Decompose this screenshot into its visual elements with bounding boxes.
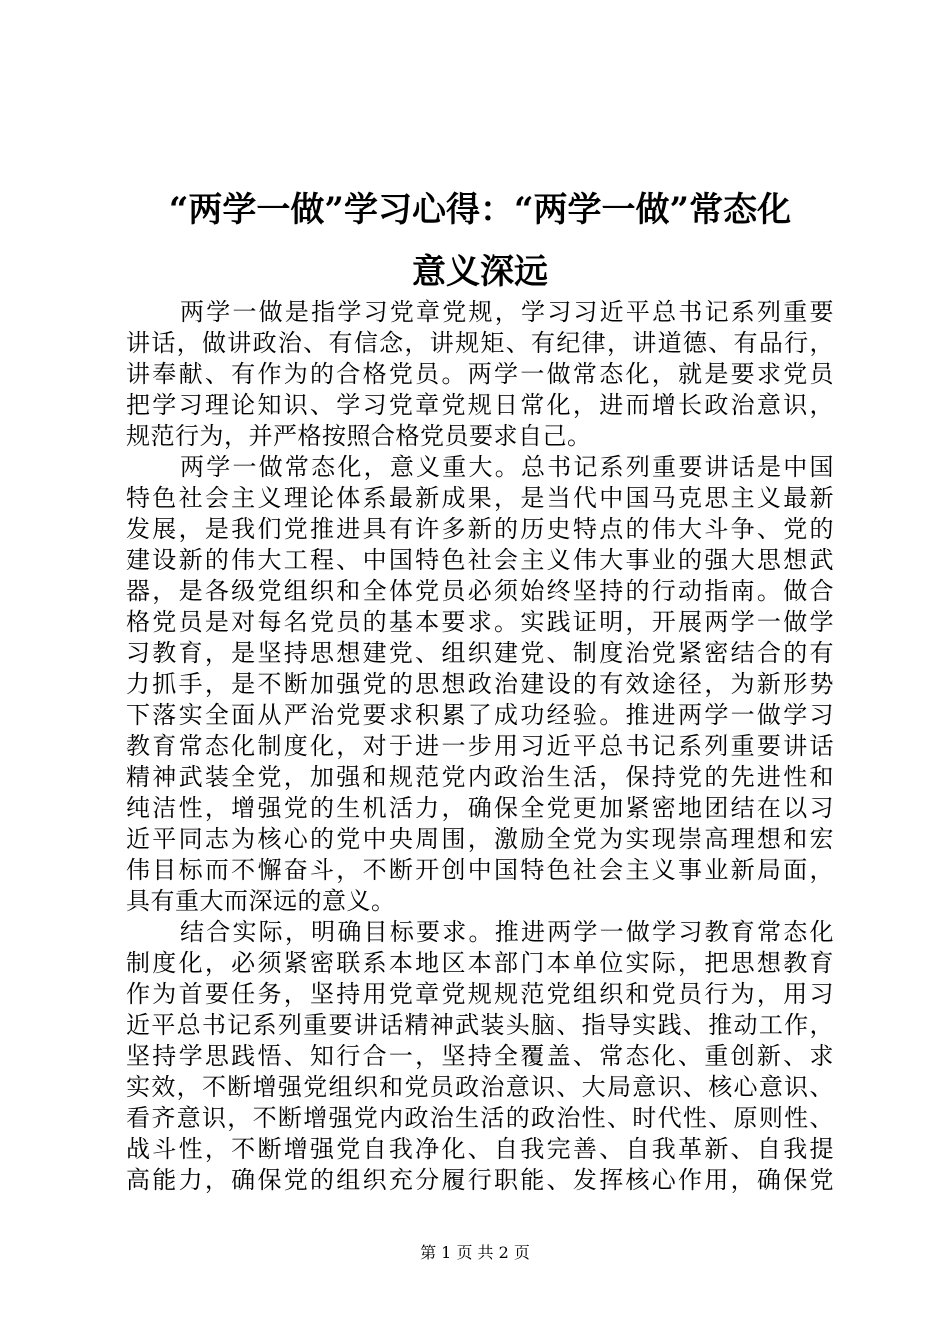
text-line: 讲话，做讲政治、有信念，讲规矩、有纪律，讲道德、有品行， — [126, 329, 834, 357]
text-line: 结合实际，明确目标要求。推进两学一做学习教育常态化 — [180, 918, 834, 946]
text-line: 两学一做常态化，意义重大。总书记系列重要讲话是中国 — [180, 453, 834, 481]
text-line: 发展，是我们党推进具有许多新的历史特点的伟大斗争、党的 — [126, 515, 834, 543]
text-line: 伟目标而不懈奋斗，不断开创中国特色社会主义事业新局面， — [126, 856, 834, 884]
text-line: 器，是各级党组织和全体党员必须始终坚持的行动指南。做合 — [126, 577, 834, 605]
text-line: 作为首要任务，坚持用党章党规规范党组织和党员行为，用习 — [126, 980, 834, 1008]
text-line: 近平总书记系列重要讲话精神武装头脑、指导实践、推动工作， — [126, 1011, 834, 1039]
text-line: 近平同志为核心的党中央周围，激励全党为实现崇高理想和宏 — [126, 825, 834, 853]
text-line: 纯洁性，增强党的生机活力，确保全党更加紧密地团结在以习 — [126, 794, 834, 822]
text-line: 习教育，是坚持思想建党、组织建党、制度治党紧密结合的有 — [126, 639, 834, 667]
document-body — [126, 297, 834, 1196]
text-line: 把学习理论知识、学习党章党规日常化，进而增长政治意识， — [126, 391, 834, 419]
text-line: 特色社会主义理论体系最新成果，是当代中国马克思主义最新 — [126, 484, 834, 512]
text-line: 具有重大而深远的意义。 — [126, 887, 396, 915]
document-title-line-2: 意义深远 — [412, 252, 548, 292]
text-line: 规范行为，并严格按照合格党员要求自己。 — [126, 422, 592, 450]
document-title-line-1: “两学一做”学习心得：“两学一做”常态化 — [168, 190, 792, 230]
text-line: 看齐意识，不断增强党内政治生活的政治性、时代性、原则性、 — [126, 1104, 834, 1132]
paragraph-1 — [126, 297, 834, 452]
page-footer: 第 1 页 共 2 页 — [420, 1243, 530, 1262]
text-line: 讲奉献、有作为的合格党员。两学一做常态化，就是要求党员 — [126, 360, 834, 388]
text-line: 力抓手，是不断加强党的思想政治建设的有效途径，为新形势 — [126, 670, 834, 698]
text-line: 制度化，必须紧密联系本地区本部门本单位实际，把思想教育 — [126, 949, 834, 977]
text-line: 格党员是对每名党员的基本要求。实践证明，开展两学一做学 — [126, 608, 834, 636]
text-line: 高能力，确保党的组织充分履行职能、发挥核心作用，确保党 — [126, 1166, 834, 1194]
text-line: 下落实全面从严治党要求积累了成功经验。推进两学一做学习 — [126, 701, 834, 729]
paragraph-3 — [126, 917, 834, 1196]
text-line: 建设新的伟大工程、中国特色社会主义伟大事业的强大思想武 — [126, 546, 834, 574]
text-line: 战斗性，不断增强党自我净化、自我完善、自我革新、自我提 — [126, 1135, 834, 1163]
text-line: 两学一做是指学习党章党规，学习习近平总书记系列重要 — [180, 298, 834, 326]
text-line: 实效，不断增强党组织和党员政治意识、大局意识、核心意识、 — [126, 1073, 834, 1101]
text-line: 精神武装全党，加强和规范党内政治生活，保持党的先进性和 — [126, 763, 834, 791]
paragraph-2 — [126, 452, 834, 917]
text-line: 坚持学思践悟、知行合一，坚持全覆盖、常态化、重创新、求 — [126, 1042, 834, 1070]
text-line: 教育常态化制度化，对于进一步用习近平总书记系列重要讲话 — [126, 732, 834, 760]
